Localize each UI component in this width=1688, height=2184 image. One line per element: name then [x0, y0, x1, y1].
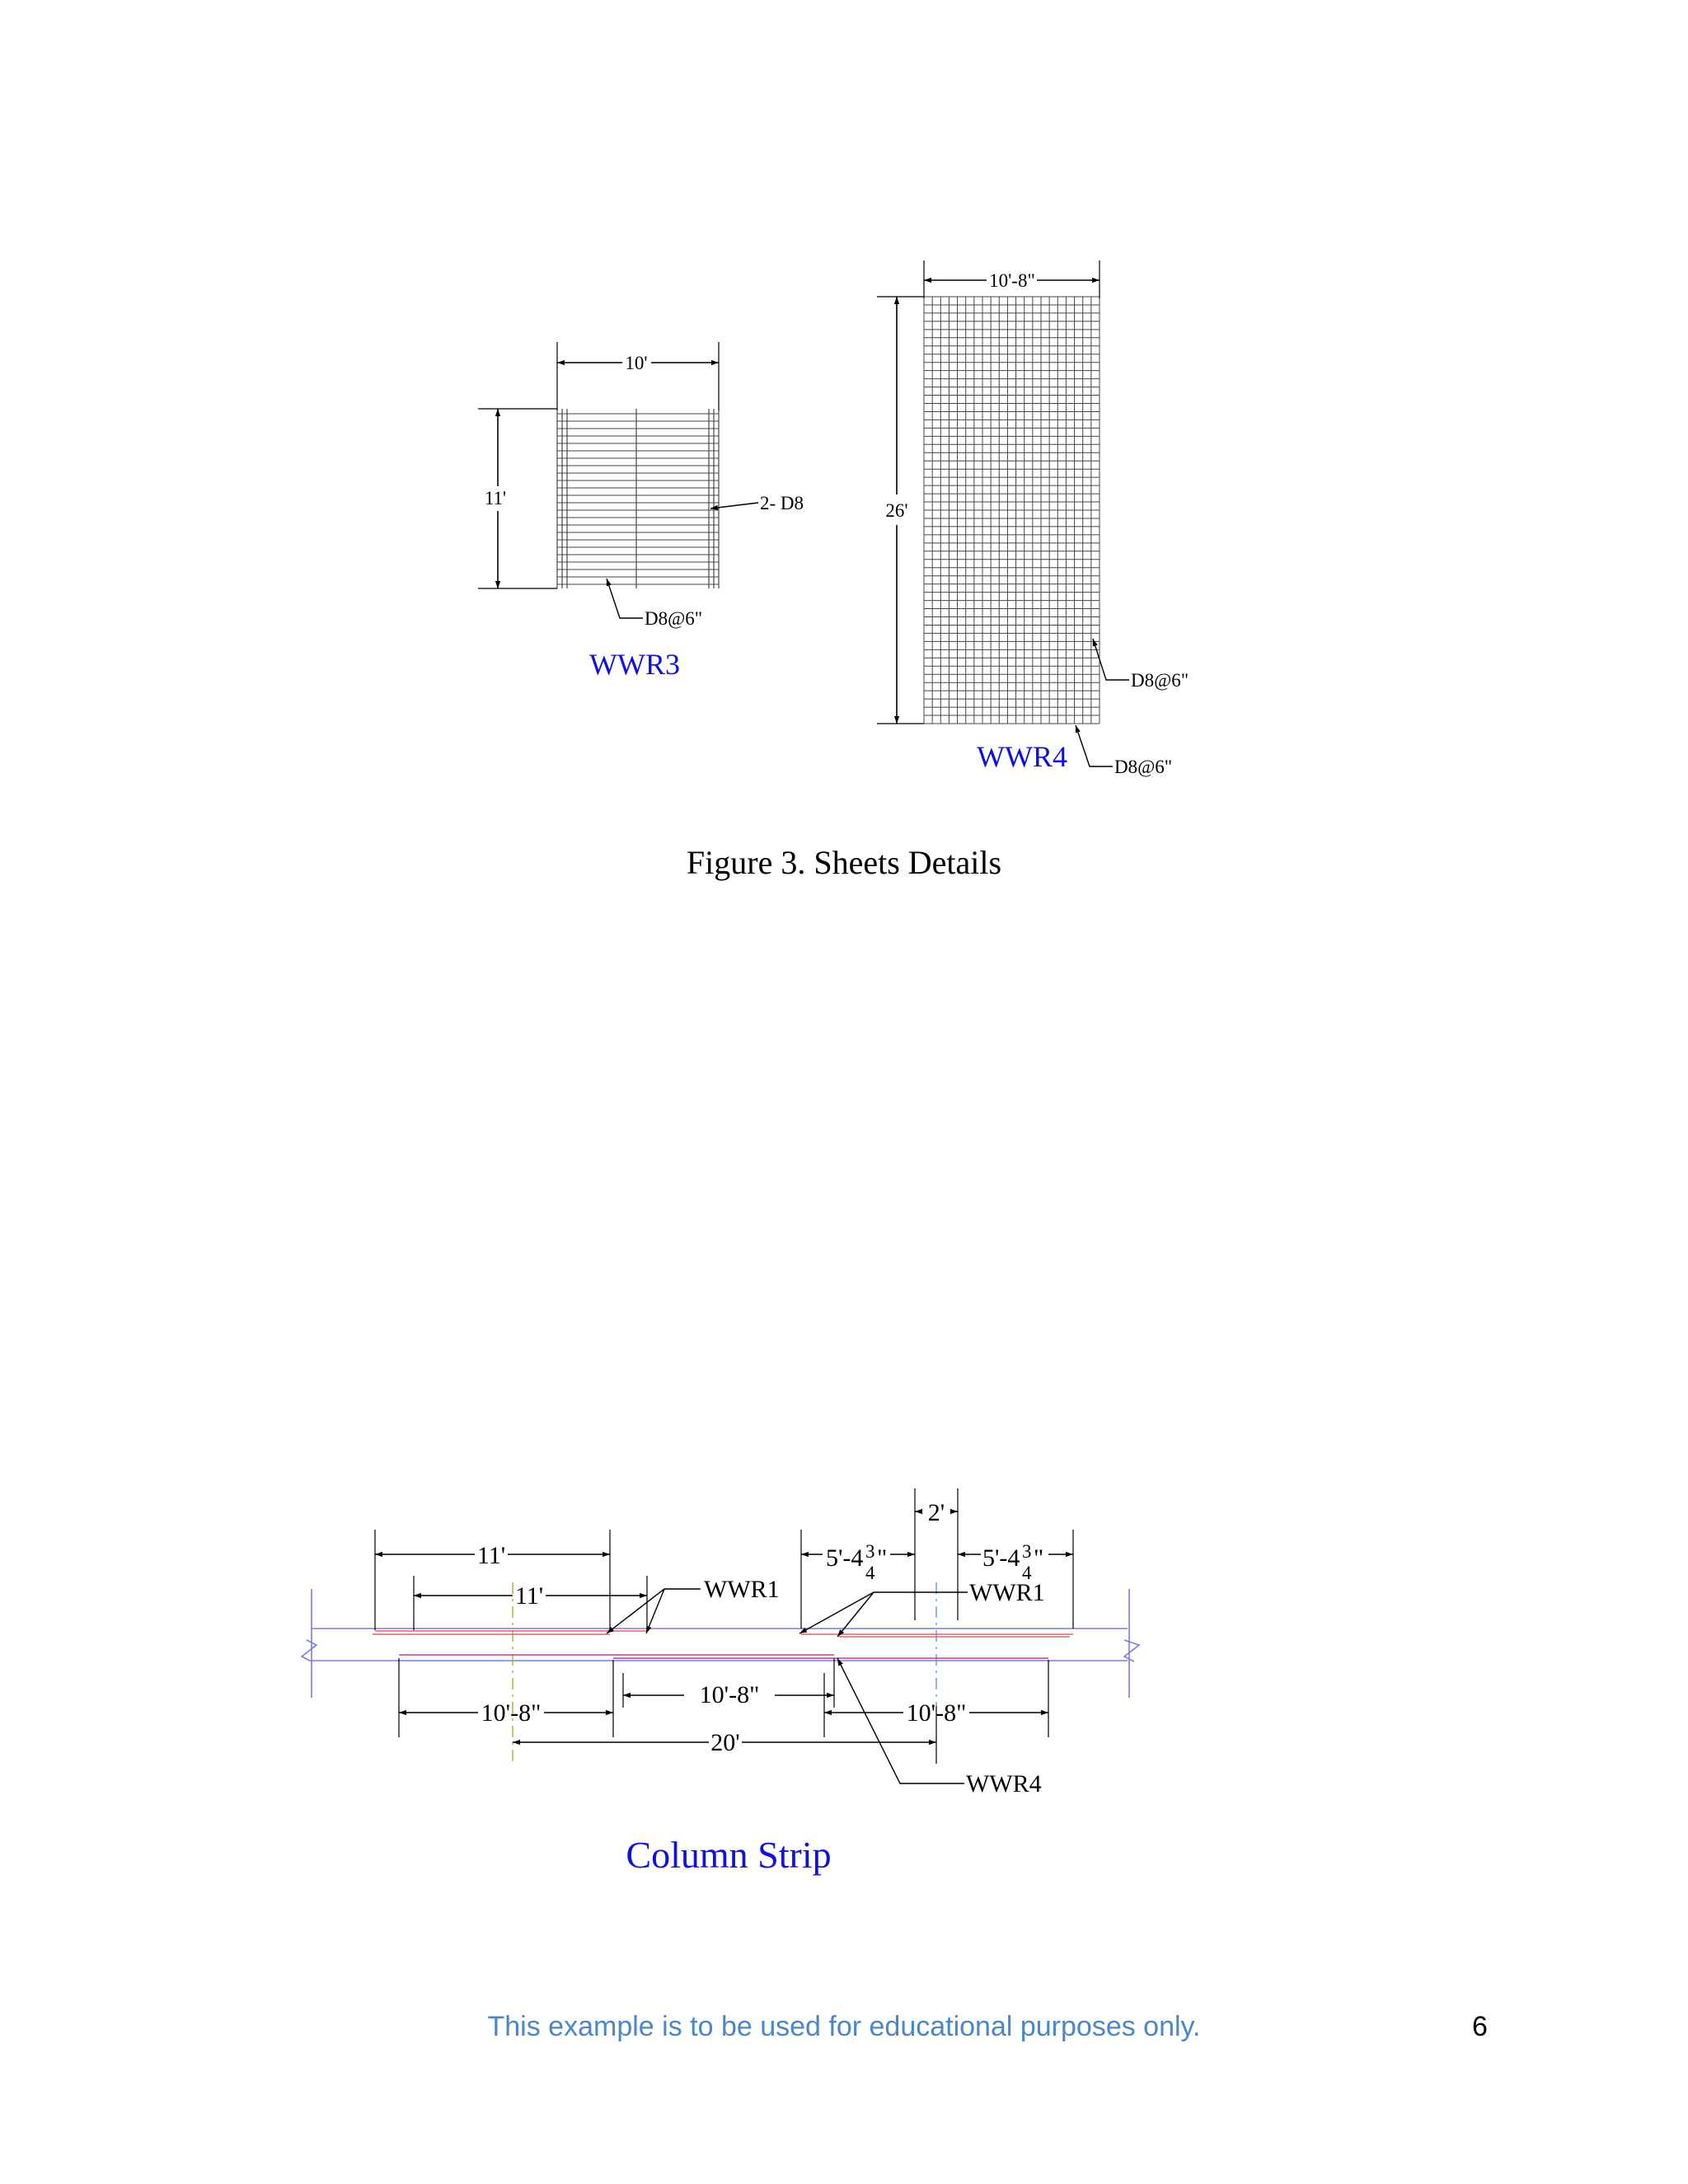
cs-dim-lap-left: 5'-4: [826, 1544, 864, 1572]
wwr3-bars-label: 2- D8: [760, 493, 804, 513]
cs-dim-lap-right-den: 4: [1022, 1563, 1032, 1583]
svg-text:5'-4: [826, 1544, 863, 1572]
figure-caption: Figure 3. Sheets Details: [686, 844, 1002, 881]
footer-note: This example is to be used for educational purposes only.: [487, 2011, 1201, 2042]
cs-dim-lap-left-num: 3: [865, 1541, 875, 1562]
cs-label-wwr1-left: WWR1: [704, 1576, 780, 1603]
wwr4-mesh-label-bottom: D8@6": [1114, 757, 1173, 777]
page-number: 6: [1472, 2011, 1488, 2042]
cs-dim-bottom-right: 10'-8": [906, 1699, 967, 1727]
wwr4-mesh-label-right: D8@6": [1131, 670, 1189, 691]
column-strip-diagram: [302, 1488, 1139, 1876]
wwr4-detail: [877, 260, 1189, 777]
cs-dim-column-width: 2': [927, 1499, 945, 1526]
cs-dim-lap-left-inch: ": [877, 1544, 888, 1572]
cs-label-wwr4: WWR4: [966, 1770, 1042, 1797]
cs-dim-lap-right-num: 3: [1022, 1541, 1032, 1562]
wwr3-mesh-label: D8@6": [645, 608, 703, 629]
cs-dim-lap-right: 5'-4: [982, 1544, 1020, 1572]
wwr4-width-dim: 10'-8": [989, 270, 1035, 291]
wwr4-mesh: [924, 297, 1100, 724]
column-strip-title: Column Strip: [626, 1834, 832, 1876]
wwr4-title: WWR4: [977, 740, 1067, 773]
cs-dim-bottom-middle: 10'-8": [699, 1681, 760, 1708]
cs-label-wwr1-right: WWR1: [969, 1579, 1045, 1606]
cs-dim-lap-left-den: 4: [865, 1563, 875, 1583]
wwr4-height-dim: 26': [885, 500, 908, 521]
wwr3-height-dim: 11': [484, 488, 507, 509]
cs-dim-outer-left: 11': [476, 1542, 506, 1569]
cs-dim-bottom-left: 10'-8": [481, 1699, 542, 1727]
wwr3-width-dim: 10': [625, 353, 648, 373]
wwr3-title: WWR3: [589, 648, 680, 681]
wwr3-mesh: [557, 409, 719, 588]
svg-text:5'-4: [982, 1544, 1020, 1572]
wwr3-detail: [478, 342, 804, 681]
cs-dim-inner-left: 11': [514, 1582, 544, 1610]
cs-dim-lap-right-inch: ": [1034, 1544, 1044, 1572]
cs-dim-span: 20': [710, 1729, 740, 1756]
